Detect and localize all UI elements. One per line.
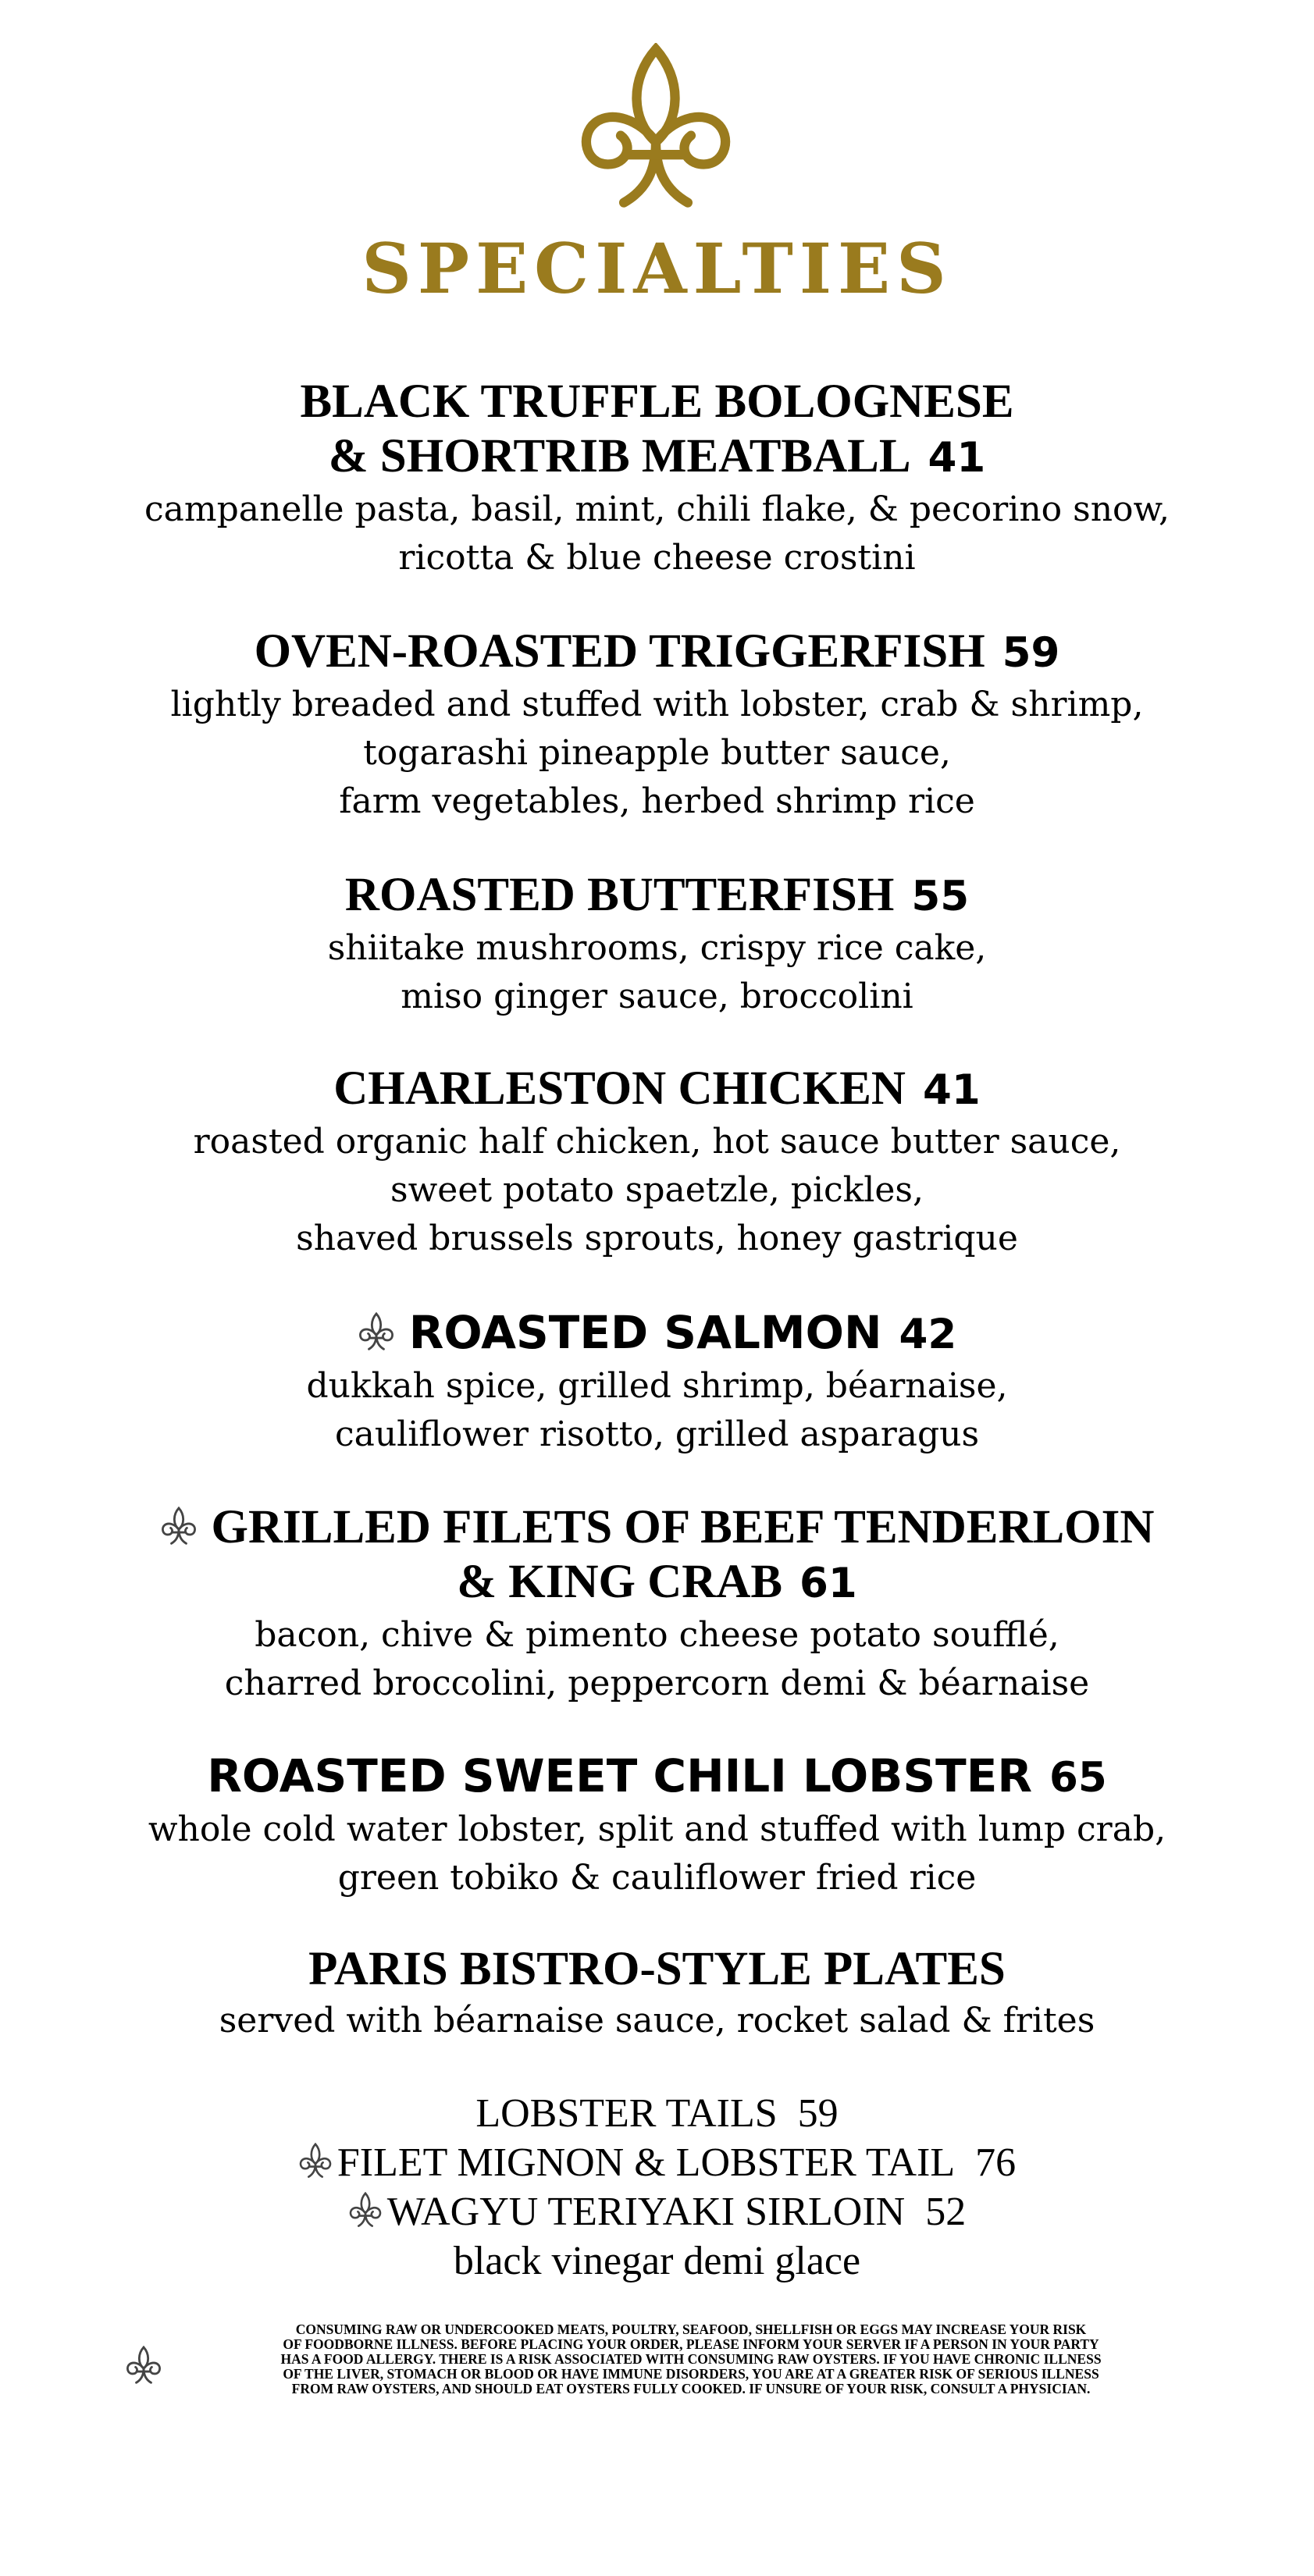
plate-price: 52 xyxy=(925,2190,967,2234)
menu-item xyxy=(78,624,1236,826)
item-description: miso ginger sauce, broccolini xyxy=(401,977,913,1016)
item-name-line: & KING CRAB xyxy=(457,1556,783,1608)
plates-note: black vinegar demi glace xyxy=(453,2239,861,2283)
plate-price: 76 xyxy=(975,2140,1017,2185)
item-description: shiitake mushrooms, crispy rice cake, xyxy=(327,928,987,968)
item-name xyxy=(78,624,1236,681)
item-price: 41 xyxy=(922,1066,981,1114)
menu-item xyxy=(78,868,1236,1021)
item-price: 42 xyxy=(899,1311,957,1358)
item-name-line: ROASTED SWEET CHILI LOBSTER xyxy=(207,1749,1032,1802)
menu-item xyxy=(78,1500,1236,1708)
disclaimer-text xyxy=(195,2322,1187,2396)
menu-item xyxy=(78,1062,1236,1263)
item-name-line: CHARLESTON CHICKEN xyxy=(333,1062,906,1115)
fleur-de-lis-icon xyxy=(125,2346,162,2386)
item-description: bacon, chive & pimento cheese potato soufflé, xyxy=(255,1615,1059,1655)
allergy-disclaimer xyxy=(125,2322,1187,2416)
item-description: ricotta & blue cheese crostini xyxy=(398,538,916,578)
plate-price: 59 xyxy=(797,2091,839,2136)
item-name xyxy=(78,1062,1236,1118)
item-price: 55 xyxy=(911,873,970,920)
item-name-line: OVEN-ROASTED TRIGGERFISH xyxy=(254,625,985,678)
item-name-line: BLACK TRUFFLE BOLOGNESE xyxy=(300,375,1014,428)
item-description: shaved brussels sprouts, honey gastrique xyxy=(296,1219,1018,1258)
item-description: dukkah spice, grilled shrimp, béarnaise, xyxy=(306,1366,1008,1406)
fleur-de-lis-icon xyxy=(358,1312,395,1353)
item-description: green tobiko & cauliflower fried rice xyxy=(337,1858,977,1898)
item-name-line: & SHORTRIB MEATBALL xyxy=(328,430,911,482)
bistro-plates-list xyxy=(78,2089,1236,2286)
item-description: togarashi pineapple butter sauce, xyxy=(363,733,951,773)
item-description: roasted organic half chicken, hot sauce butter sauce, xyxy=(193,1122,1121,1162)
disclaimer-line: CONSUMING RAW OR UNDERCOOKED MEATS, POULTRY, SEAFOOD, SHELLFISH OR EGGS MAY INCREASE YOUR RISK xyxy=(295,2322,1087,2337)
fleur-de-lis-icon xyxy=(160,1507,198,1547)
item-name xyxy=(78,1749,1236,1806)
item-description: campanelle pasta, basil, mint, chili flake, & pecorino snow, xyxy=(144,489,1170,529)
item-description: farm vegetables, herbed shrimp rice xyxy=(339,781,975,821)
plate-label: FILET MIGNON & LOBSTER TAIL xyxy=(337,2140,956,2185)
disclaimer-line: FROM RAW OYSTERS, AND SHOULD EAT OYSTERS FULLY COOKED. IF UNSURE OF YOUR RISK, CONSULT A PHYSICIAN. xyxy=(291,2381,1091,2396)
item-name xyxy=(78,429,1236,486)
item-description: cauliflower risotto, grilled asparagus xyxy=(334,1414,980,1454)
item-description: served with béarnaise sauce, rocket salad & frites xyxy=(219,2001,1095,2041)
menu-item xyxy=(78,1749,1236,1902)
menu-item xyxy=(78,1942,1236,2045)
item-name xyxy=(78,1555,1236,1611)
item-description: lightly breaded and stuffed with lobster, crab & shrimp, xyxy=(170,685,1144,724)
fleur-de-lis-icon xyxy=(574,43,738,219)
item-name-line: GRILLED FILETS OF BEEF TENDERLOIN xyxy=(211,1501,1155,1553)
menu-item xyxy=(78,375,1236,582)
disclaimer-line: HAS A FOOD ALLERGY. THERE IS A RISK ASSOCIATED WITH CONSUMING RAW OYSTERS. IF YOU HAVE CHRONIC ILLNESS xyxy=(280,2351,1102,2367)
list-item xyxy=(78,2187,1236,2236)
plate-label: WAGYU TERIYAKI SIRLOIN xyxy=(386,2190,906,2234)
list-item xyxy=(78,2138,1236,2187)
item-price: 61 xyxy=(799,1560,857,1607)
disclaimer-line: OF FOODBORNE ILLNESS. BEFORE PLACING YOUR ORDER, PLEASE INFORM YOUR SERVER IF A PERSON IN YOUR PARTY xyxy=(283,2336,1099,2352)
page-title: SPECIALTIES xyxy=(361,228,953,309)
item-name xyxy=(78,868,1236,924)
item-name-line: ROASTED BUTTERFISH xyxy=(344,869,895,921)
fleur-de-lis-icon xyxy=(348,2192,383,2229)
item-name xyxy=(78,1942,1236,1997)
item-name-line: ROASTED SALMON xyxy=(408,1306,882,1359)
item-name-line: PARIS BISTRO-STYLE PLATES xyxy=(308,1943,1006,1995)
menu-item xyxy=(78,1305,1236,1459)
disclaimer-line: OF THE LIVER, STOMACH OR BLOOD OR HAVE IMMUNE DISORDERS, YOU ARE AT A GREATER RISK OF SERIOUS ILLNESS xyxy=(283,2366,1099,2382)
item-price: 41 xyxy=(928,434,986,482)
item-description: whole cold water lobster, split and stuffed with lump crab, xyxy=(148,1809,1166,1849)
item-name xyxy=(78,1500,1236,1555)
item-name xyxy=(78,375,1236,429)
item-description: sweet potato spaetzle, pickles, xyxy=(390,1170,924,1210)
plate-label: LOBSTER TAILS xyxy=(475,2091,778,2136)
list-item xyxy=(78,2089,1236,2138)
item-price: 59 xyxy=(1002,629,1060,677)
item-description: charred broccolini, peppercorn demi & béarnaise xyxy=(224,1663,1090,1703)
item-price: 65 xyxy=(1049,1754,1107,1802)
item-name xyxy=(78,1305,1236,1362)
fleur-de-lis-icon xyxy=(298,2143,333,2180)
